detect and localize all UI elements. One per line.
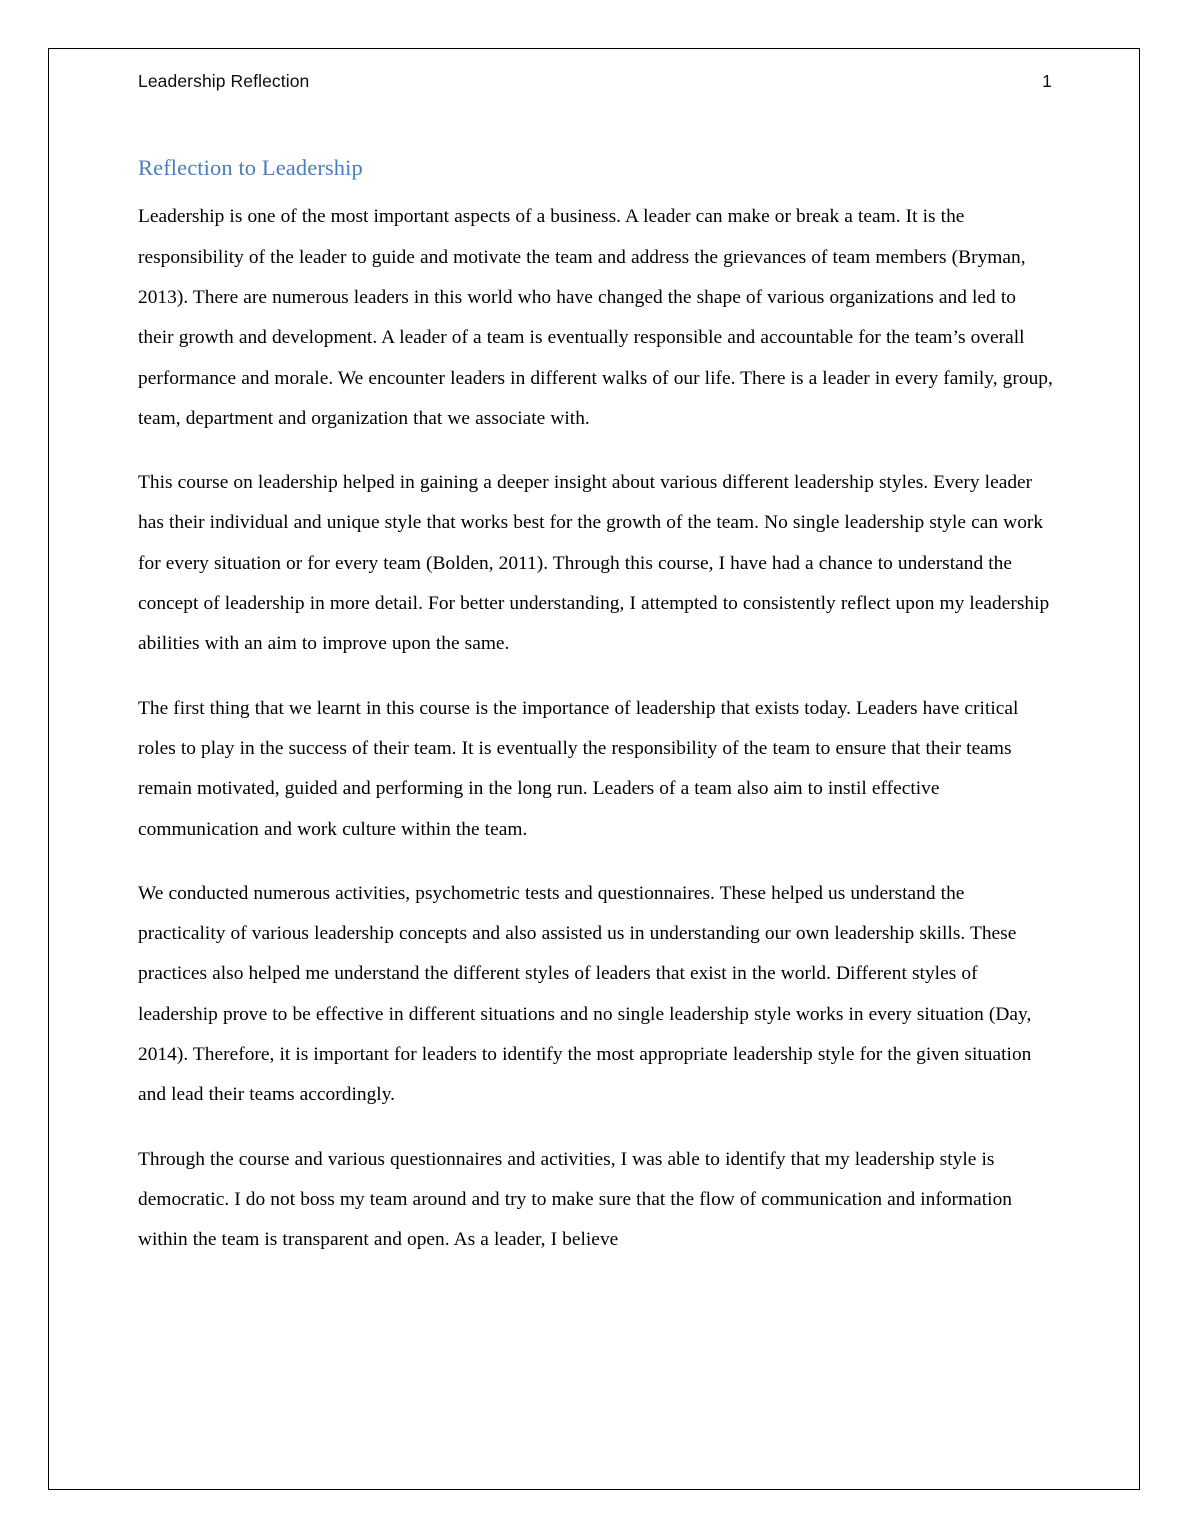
section-heading: Reflection to Leadership [138, 155, 363, 180]
body-paragraph: We conducted numerous activities, psychometric tests and questionnaires. These helped us understand the practicality of various leadership concepts and also assisted us in understanding our own leadership skills. These practices also helped me understand the different styles of leaders that exist in the world. Different styles of leadership prove to be effective in different situations and no single leadership style works in every situation (Day, 2014). Therefore, it is important for leaders to identify the most appropriate leadership style for the given situation and lead their teams accordingly. [138, 882, 1032, 1106]
page-number: 1 [1042, 71, 1052, 91]
body-paragraph: This course on leadership helped in gaining a deeper insight about various different leadership styles. Every leader has their individual and unique style that works best for the growth of the team. No single leadership style can work for every situation or for every team (Bolden, 2011). Through this course, I have had a chance to understand the concept of leadership in more detail. For better understanding, I attempted to consistently reflect upon my leadership abilities with an aim to improve upon the same. [138, 472, 1050, 655]
running-header [138, 71, 1052, 92]
body-paragraph: Leadership is one of the most important aspects of a business. A leader can make or break a team. It is the responsibility of the leader to guide and motivate the team and address the grievances of team members (Bryman, 2013). There are numerous leaders in this world who have changed the shape of various organizations and led to their growth and development. A leader of a team is eventually responsible and accountable for the team’s overall performance and morale. We encounter leaders in different walks of our life. There is a leader in every family, group, team, department and organization that we associate with. [138, 206, 1053, 429]
document-page [48, 48, 1140, 1490]
document-body [138, 153, 1054, 1261]
body-paragraph: Through the course and various questionnaires and activities, I was able to identify that my leadership style is democratic. I do not boss my team around and try to make sure that the flow of communication and information within the team is transparent and open. As a leader, I believe [138, 1148, 1013, 1251]
body-paragraph: The first thing that we learnt in this course is the importance of leadership that exists today. Leaders have critical roles to play in the success of their team. It is eventually the responsibility of the team to ensure that their teams remain motivated, guided and performing in the long run. Leaders of a team also aim to instil effective communication and work culture within the team. [138, 697, 1019, 840]
header-title: Leadership Reflection [138, 71, 310, 91]
